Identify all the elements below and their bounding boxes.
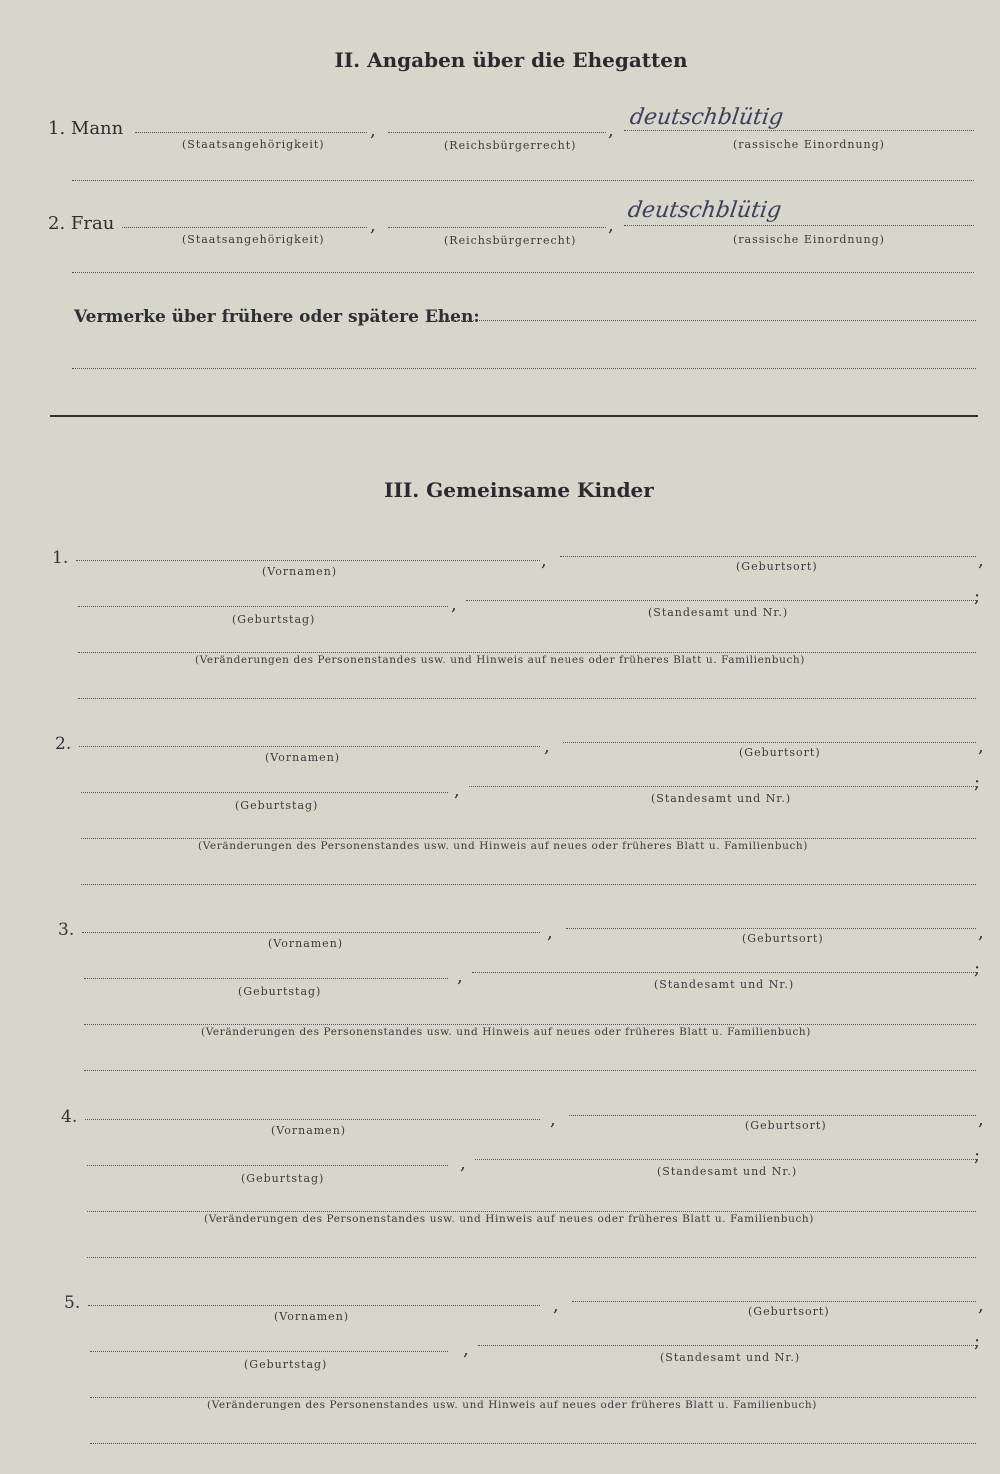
child-vornamen-label: (Vornamen) (274, 1310, 350, 1323)
child-geburtstag-field[interactable] (78, 606, 448, 607)
child-standesamt-label: (Standesamt und Nr.) (654, 978, 795, 991)
child-standesamt-label: (Standesamt und Nr.) (660, 1351, 801, 1364)
section-2-title: II. Angaben über die Ehegatten (334, 48, 688, 72)
child-standesamt-label: (Standesamt und Nr.) (657, 1165, 798, 1178)
child-vornamen-field[interactable] (88, 1305, 540, 1306)
child-extra-line[interactable] (84, 1070, 976, 1071)
child-geburtstag-field[interactable] (84, 978, 448, 979)
mann-citizenship-label: (Staatsangehörigkeit) (182, 138, 325, 151)
child-standesamt-field[interactable] (475, 1159, 976, 1160)
child-extra-line[interactable] (78, 698, 976, 699)
child-vornamen-field[interactable] (82, 932, 540, 933)
child-veraenderungen-label: (Veränderungen des Personenstandes usw. und Hinweis auf neues oder früheres Blatt u. Familienbuch) (195, 654, 805, 666)
child-vornamen-label: (Vornamen) (265, 751, 341, 764)
child-number: 5. (64, 1293, 81, 1313)
notes-extra-line[interactable] (72, 368, 976, 369)
mann-race-field[interactable] (624, 130, 974, 131)
child-geburtsort-label: (Geburtsort) (745, 1119, 827, 1132)
child-geburtsort-field[interactable] (560, 556, 976, 557)
mann-race-handwriting: deutschblütig (628, 105, 785, 130)
child-vornamen-label: (Vornamen) (262, 565, 338, 578)
child-geburtsort-label: (Geburtsort) (736, 560, 818, 573)
notes-label: Vermerke über frühere oder spätere Ehen: (74, 307, 480, 327)
child-standesamt-field[interactable] (469, 786, 976, 787)
child-standesamt-field[interactable] (472, 972, 976, 973)
notes-field[interactable] (436, 320, 976, 321)
child-standesamt-label: (Standesamt und Nr.) (648, 606, 789, 619)
child-geburtsort-field[interactable] (569, 1115, 976, 1116)
child-geburtsort-field[interactable] (566, 928, 976, 929)
mann-race-label: (rassische Einordnung) (733, 138, 885, 151)
section-3-title: III. Gemeinsame Kinder (384, 478, 654, 502)
child-vornamen-field[interactable] (79, 746, 540, 747)
child-standesamt-label: (Standesamt und Nr.) (651, 792, 792, 805)
child-geburtstag-label: (Geburtstag) (235, 799, 319, 812)
child-number: 2. (55, 734, 72, 754)
child-standesamt-field[interactable] (478, 1345, 976, 1346)
child-veraenderungen-label: (Veränderungen des Personenstandes usw. und Hinweis auf neues oder früheres Blatt u. Familienbuch) (207, 1399, 817, 1411)
child-vornamen-field[interactable] (85, 1119, 540, 1120)
frau-citizenship-label: (Staatsangehörigkeit) (182, 233, 325, 246)
child-vornamen-field[interactable] (76, 560, 540, 561)
mann-citizenship-field[interactable] (135, 132, 367, 133)
child-veraenderungen-field[interactable] (90, 1397, 976, 1398)
child-geburtsort-label: (Geburtsort) (742, 932, 824, 945)
mann-reich-label: (Reichsbürgerrecht) (444, 139, 577, 152)
frau-label: 2. Frau (48, 213, 115, 234)
child-geburtstag-field[interactable] (90, 1351, 448, 1352)
child-standesamt-field[interactable] (466, 600, 976, 601)
frau-race-field[interactable] (624, 225, 974, 226)
child-vornamen-label: (Vornamen) (268, 937, 344, 950)
frau-reich-label: (Reichsbürgerrecht) (444, 234, 577, 247)
child-number: 3. (58, 920, 75, 940)
section-divider (50, 415, 978, 417)
child-geburtstag-label: (Geburtstag) (232, 613, 316, 626)
mann-reich-field[interactable] (388, 132, 606, 133)
child-number: 4. (61, 1107, 78, 1127)
child-veraenderungen-field[interactable] (81, 838, 976, 839)
child-extra-line[interactable] (81, 884, 976, 885)
register-page: II. Angaben über die Ehegatten 1. Mann , , deutschblütig (Staatsangehörigkeit) (Reichsbürgerrecht) (rassische Einordnung) 2. Frau , , deutschblütig (Staatsangehörigkeit) (Reichsbürgerrecht) (rassische Einordnung) Vermerke über frühere oder spätere Ehen: III. Gemeinsame Kinder 1. , , (Vornamen) (Geburtsort) , ; (Geburtstag) (Standesamt und Nr.) (Veränderungen des Personenstandes usw. und Hinweis auf neues oder früheres Blatt u. Familienbuch) 2. , , (Vornamen) (Geburtsort) , ; (Geburtstag) (Standesamt und Nr.) (Veränderungen des Personenstandes usw. und Hinweis auf neues oder früheres Blatt u. Familienbuch) 3. , , (Vornamen) (Geburtsort) , ; (Geburtstag) (Standesamt und Nr.) (Veränderungen des Personenstandes usw. und Hinweis auf neues oder früheres Blatt u. Familienbuch) 4. , , (Vornamen) (Geburtsort) , ; (Geburtstag) (Standesamt und Nr.) (Veränderungen des Personenstandes usw. und Hinweis auf neues oder früheres Blatt u. Familienbuch) 5. , , (Vornamen) (Geburtsort) , ; (Geburtstag) (Standesamt und Nr.) (Veränderungen des Personenstandes usw. und Hinweis auf neues oder früheres Blatt u. Familienbuch) (0, 0, 1000, 1474)
child-geburtstag-label: (Geburtstag) (244, 1358, 328, 1371)
child-geburtstag-label: (Geburtstag) (241, 1172, 325, 1185)
frau-extra-line[interactable] (72, 272, 974, 273)
frau-race-handwriting: deutschblütig (626, 198, 783, 223)
child-veraenderungen-field[interactable] (87, 1211, 976, 1212)
mann-extra-line[interactable] (72, 180, 974, 181)
child-vornamen-label: (Vornamen) (271, 1124, 347, 1137)
child-veraenderungen-label: (Veränderungen des Personenstandes usw. und Hinweis auf neues oder früheres Blatt u. Familienbuch) (204, 1213, 814, 1225)
child-geburtstag-field[interactable] (81, 792, 448, 793)
child-veraenderungen-label: (Veränderungen des Personenstandes usw. und Hinweis auf neues oder früheres Blatt u. Familienbuch) (201, 1026, 811, 1038)
child-veraenderungen-field[interactable] (78, 652, 976, 653)
child-geburtstag-field[interactable] (87, 1165, 448, 1166)
child-geburtsort-field[interactable] (563, 742, 976, 743)
frau-reich-field[interactable] (388, 227, 606, 228)
child-extra-line[interactable] (87, 1257, 976, 1258)
child-geburtsort-field[interactable] (572, 1301, 976, 1302)
child-veraenderungen-label: (Veränderungen des Personenstandes usw. und Hinweis auf neues oder früheres Blatt u. Familienbuch) (198, 840, 808, 852)
child-veraenderungen-field[interactable] (84, 1024, 976, 1025)
child-geburtsort-label: (Geburtsort) (739, 746, 821, 759)
child-geburtsort-label: (Geburtsort) (748, 1305, 830, 1318)
child-geburtstag-label: (Geburtstag) (238, 985, 322, 998)
mann-label: 1. Mann (48, 118, 124, 139)
child-extra-line[interactable] (90, 1443, 976, 1444)
frau-citizenship-field[interactable] (122, 227, 367, 228)
child-number: 1. (52, 548, 69, 568)
frau-race-label: (rassische Einordnung) (733, 233, 885, 246)
